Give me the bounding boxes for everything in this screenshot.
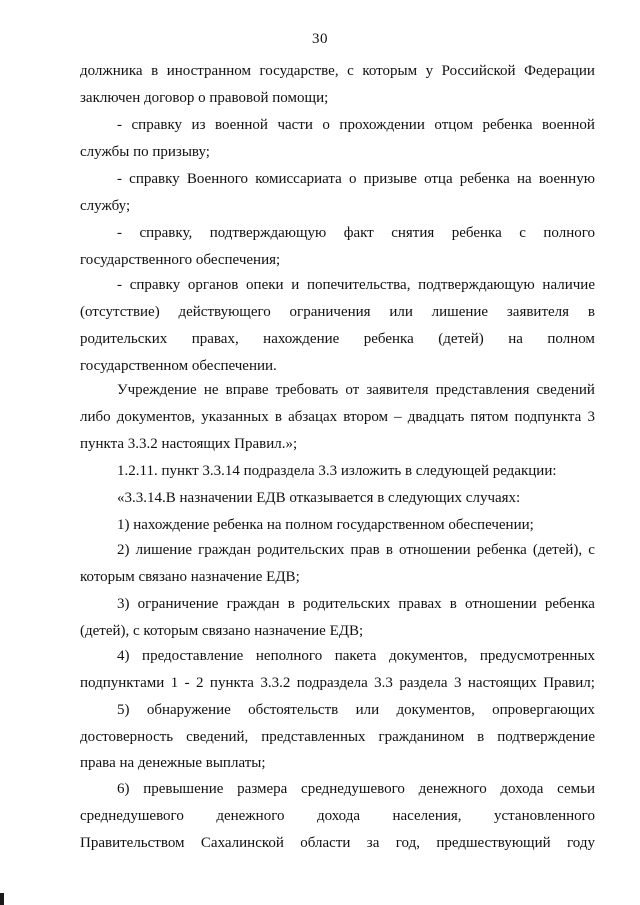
word: или <box>355 702 380 718</box>
scan-edge-mark <box>0 893 4 905</box>
word: требовать <box>275 382 339 398</box>
word: подпункта <box>514 409 582 425</box>
text-line <box>117 224 595 242</box>
word: предшествующий <box>436 835 551 851</box>
word: году <box>567 835 595 851</box>
word: – <box>394 409 402 425</box>
word: ребенка <box>459 171 510 187</box>
word: справку <box>129 277 181 293</box>
word: полного <box>543 225 595 241</box>
text-line: пункта 3.3.2 настоящих Правил.»; <box>80 436 298 452</box>
word: заявителя <box>506 304 570 320</box>
word: денежного <box>418 781 487 797</box>
word: прав <box>350 542 380 558</box>
text-line <box>80 674 595 692</box>
word: 4) <box>117 648 130 664</box>
word: в <box>151 63 159 79</box>
word: государстве, <box>259 63 339 79</box>
word: 3) <box>117 596 130 612</box>
word: настоящих <box>467 675 537 691</box>
word: в <box>385 542 393 558</box>
word: отношении <box>465 596 537 612</box>
word: ребенка <box>363 331 414 347</box>
word: обнаружение <box>146 702 231 718</box>
word: достоверность <box>80 729 174 745</box>
word: военной <box>215 117 268 133</box>
word: представления <box>435 382 530 398</box>
word: отношении <box>399 542 471 558</box>
word: лишение <box>431 304 489 320</box>
word: подтверждающую <box>209 225 327 241</box>
text-line: службы по призыву; <box>80 144 210 160</box>
text-line: «3.3.14.В назначении ЕДВ отказывается в следующих случаях: <box>117 490 521 506</box>
text-line <box>80 408 595 426</box>
text-line <box>80 62 595 80</box>
text-line <box>80 303 595 321</box>
word: - <box>117 225 122 241</box>
word: отца <box>424 171 453 187</box>
word: - <box>184 675 190 691</box>
word: военной <box>542 117 595 133</box>
word: заявителя <box>366 382 429 398</box>
word: снятия <box>391 225 435 241</box>
word: иностранном <box>166 63 251 79</box>
word: в <box>449 596 457 612</box>
word: с <box>588 542 595 558</box>
word: ребенка <box>544 596 595 612</box>
word: Российской <box>441 63 516 79</box>
word: справку <box>131 117 183 133</box>
word: которым <box>362 63 418 79</box>
word: от <box>345 382 360 398</box>
text-line: заключен договор о правовой помощи; <box>80 90 329 106</box>
word: справку <box>129 171 180 187</box>
text-line <box>117 647 595 665</box>
word: пункта <box>209 675 254 691</box>
word: родительских <box>80 331 168 347</box>
word: 3.3.2 <box>260 675 291 691</box>
word: сведений <box>536 382 595 398</box>
word: ограничение <box>137 596 219 612</box>
word: и <box>291 277 300 293</box>
text-line: службу; <box>80 198 131 214</box>
page-number: 30 <box>312 31 328 47</box>
text-line <box>80 330 595 348</box>
word: подраздела <box>296 675 368 691</box>
word: 5) <box>117 702 130 718</box>
word: (детей) <box>438 331 484 347</box>
word: ребенка <box>482 117 533 133</box>
text-line: 1) нахождение ребенка на полном государственном обеспечении; <box>117 517 534 533</box>
word: Правил; <box>543 675 595 691</box>
text-line <box>117 116 595 134</box>
word: - <box>117 171 122 187</box>
word: 2) <box>117 542 130 558</box>
word: прохождении <box>339 117 425 133</box>
word: представленных <box>261 729 366 745</box>
word: Учреждение <box>117 382 197 398</box>
word: 3.3 <box>374 675 393 691</box>
word: 3 <box>587 409 595 425</box>
word: предоставление <box>142 648 244 664</box>
word: в <box>274 409 282 425</box>
text-line <box>117 276 595 294</box>
word: за <box>366 835 380 851</box>
word: дохода <box>500 781 544 797</box>
word: (отсутствие) <box>80 304 160 320</box>
word: год, <box>395 835 420 851</box>
word: у <box>425 63 434 79</box>
word: или <box>389 304 413 320</box>
word: Сахалинской <box>200 835 284 851</box>
word: родительских <box>303 596 391 612</box>
text-line <box>117 701 595 719</box>
word: среднедушевого <box>301 781 405 797</box>
word: правах <box>398 596 442 612</box>
text-line: государственного обеспечения; <box>80 252 281 268</box>
word: 3 <box>453 675 462 691</box>
word: справку, <box>139 225 193 241</box>
word: подпунктами <box>80 675 165 691</box>
text-line <box>117 381 595 399</box>
word: ребенка <box>451 225 502 241</box>
text-line <box>80 834 595 852</box>
word: (детей), <box>532 542 583 558</box>
word: превышение <box>143 781 224 797</box>
word: установленного <box>494 808 595 824</box>
word: с <box>519 225 526 241</box>
word: о <box>322 117 330 133</box>
word: Правительством <box>80 835 185 851</box>
word: наличие <box>542 277 595 293</box>
word: - <box>117 117 122 133</box>
text-line <box>117 541 595 559</box>
word: о <box>349 171 357 187</box>
word: комиссариата <box>255 171 342 187</box>
word: органов <box>187 277 239 293</box>
word: вправе <box>225 382 269 398</box>
word: либо <box>80 409 111 425</box>
word: отцом <box>434 117 473 133</box>
word: 6) <box>117 781 130 797</box>
word: граждан <box>226 596 280 612</box>
word: попечительства, <box>306 277 411 293</box>
text-line <box>117 595 595 613</box>
text-line <box>80 728 595 746</box>
word: в <box>587 304 595 320</box>
word: опеки <box>246 277 284 293</box>
word: в <box>477 729 485 745</box>
word: документов, <box>388 648 468 664</box>
word: подтверждение <box>497 729 595 745</box>
word: граждан <box>198 542 252 558</box>
word: семьи <box>557 781 595 797</box>
word: родительских <box>257 542 345 558</box>
word: призыве <box>363 171 417 187</box>
word: правах, <box>191 331 239 347</box>
word: 2 <box>196 675 204 691</box>
word: подтверждающую <box>418 277 535 293</box>
word: указанных <box>201 409 269 425</box>
word: в <box>287 596 295 612</box>
word: сведений, <box>186 729 249 745</box>
word: ограничения <box>289 304 371 320</box>
text-line: которым связано назначение ЕДВ; <box>80 569 300 585</box>
text-line <box>117 780 595 798</box>
word: документов, <box>396 702 475 718</box>
word: опровергающих <box>492 702 595 718</box>
word: с <box>347 63 354 79</box>
word: денежного <box>216 808 285 824</box>
word: предусмотренных <box>479 648 595 664</box>
word: размера <box>237 781 288 797</box>
word: не <box>203 382 219 398</box>
word: области <box>300 835 351 851</box>
word: полном <box>547 331 595 347</box>
word: - <box>117 277 122 293</box>
word: военную <box>538 171 595 187</box>
word: действующего <box>178 304 271 320</box>
word: населения, <box>392 808 462 824</box>
word: Военного <box>186 171 249 187</box>
word: гражданином <box>378 729 465 745</box>
word: лишение <box>135 542 193 558</box>
word: пакета <box>334 648 377 664</box>
word: из <box>191 117 206 133</box>
word: факт <box>343 225 374 241</box>
word: обстоятельств <box>248 702 339 718</box>
word: ребенка <box>476 542 527 558</box>
word: нахождение <box>263 331 340 347</box>
text-line: права на денежные выплаты; <box>80 755 266 771</box>
word: двадцать <box>407 409 465 425</box>
word: должника <box>80 63 143 79</box>
word: документов, <box>116 409 196 425</box>
word: среднедушевого <box>80 808 184 824</box>
text-line <box>80 807 595 825</box>
text-line: государственном обеспечении. <box>80 358 277 374</box>
word: пятом <box>470 409 509 425</box>
word: части <box>277 117 313 133</box>
word: неполного <box>255 648 323 664</box>
word: раздела <box>399 675 448 691</box>
text-line: (детей), с которым связано назначение ЕДВ; <box>80 623 364 639</box>
word: 1 <box>170 675 179 691</box>
word: втором <box>343 409 389 425</box>
word: на <box>508 331 523 347</box>
text-line <box>117 170 595 188</box>
word: дохода <box>316 808 361 824</box>
word: абзацах <box>288 409 338 425</box>
word: Федерации <box>524 63 595 79</box>
text-line: 1.2.11. пункт 3.3.14 подраздела 3.3 изложить в следующей редакции: <box>117 463 557 479</box>
word: на <box>516 171 532 187</box>
